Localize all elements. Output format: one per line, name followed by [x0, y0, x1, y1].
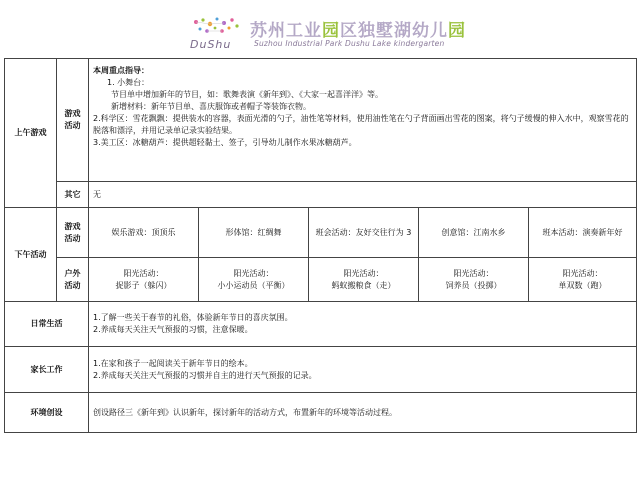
guidance-heading: 本周重点指导：: [93, 66, 149, 75]
morning-games-label: 游戏活动: [57, 59, 89, 182]
title-part: 苏州工业: [250, 21, 322, 41]
kindergarten-logo: [188, 16, 466, 54]
afternoon-games-row: [5, 208, 637, 258]
title-part: 湖幼儿: [394, 21, 448, 41]
afternoon-games-label: 游戏活动: [57, 208, 89, 258]
outdoor-activity-name: 捉影子（躲闪）: [115, 280, 172, 290]
environment-label: 环境创设: [5, 393, 89, 433]
outdoor-activity-name: 蚂蚁搬粮食（走）: [331, 280, 396, 290]
afternoon-game-item: 班会活动：友好交往行为 3: [309, 208, 419, 258]
guidance-line: 节目单中增加新年的节目，如：歌舞表演《新年到》、《大家一起喜洋洋》等。: [111, 90, 383, 99]
afternoon-game-item: 班本活动：演奏新年好: [529, 208, 637, 258]
guidance-line: 2.科学区：雪花飘飘：提供装水的容器，表面光滑的勺子，油性笔等材料，使用油性笔在勺子背面画出雪花的图案，将勺子缓慢的伸入水中，观察雪花的脱落和漂浮，并用记录单记录实验结果。: [93, 114, 629, 135]
guidance-line: 新增材料：新年节目单、喜庆服饰或者帽子等装饰衣物。: [111, 102, 311, 111]
morning-section-label: 上午游戏: [5, 59, 57, 208]
daily-life-line: 2.养成每天关注天气预报的习惯，注意保暖。: [93, 325, 253, 334]
title-part: 独墅: [358, 21, 394, 41]
morning-games-row: [5, 59, 637, 182]
environment-content: 创设路径三《新年到》认识新年，探讨新年的活动方式，布置新年的环境等活动过程。: [89, 393, 637, 433]
outdoor-activity-title: 阳光活动：: [562, 268, 603, 278]
outdoor-activity-cell: [199, 258, 309, 302]
morning-games-content: [89, 59, 637, 182]
outdoor-activity-title: 阳光活动：: [453, 268, 494, 278]
parents-work-line: 2.养成每天关注天气预报的习惯并自主的进行天气预报的记录。: [93, 370, 317, 380]
parents-work-content: [89, 347, 637, 393]
outdoor-activity-name: 小小运动员（平衡）: [217, 280, 290, 290]
outdoor-activity-name: 单双数（跑）: [558, 280, 607, 290]
outdoor-activity-cell: [419, 258, 529, 302]
logo-script-text: DuShu: [190, 38, 232, 51]
afternoon-outdoor-row: [5, 258, 637, 302]
daily-life-row: [5, 302, 637, 347]
outdoor-activity-title: 阳光活动：: [233, 268, 274, 278]
afternoon-section-label: 下午活动: [5, 208, 57, 302]
afternoon-game-item: 创意馆：江南水乡: [419, 208, 529, 258]
outdoor-activity-name: 饲养员（投掷）: [445, 280, 502, 290]
parents-work-line: 1.在家和孩子一起阅读关于新年节日的绘本。: [93, 358, 253, 368]
kindergarten-title: [250, 16, 466, 41]
parents-work-label: 家长工作: [5, 347, 89, 393]
page-header: [0, 0, 640, 56]
morning-other-label: 其它: [57, 182, 89, 208]
afternoon-outdoor-label: 户外活动: [57, 258, 89, 302]
title-part: 区: [340, 21, 358, 41]
guidance-line: 1. 小舞台：: [107, 78, 150, 87]
outdoor-activity-cell: [309, 258, 419, 302]
title-part: 园: [448, 21, 466, 41]
weekly-plan-table: [4, 58, 637, 433]
daily-life-content: [89, 302, 637, 347]
daily-life-line: 1.了解一些关于春节的礼俗，体验新年节日的喜庆氛围。: [93, 313, 293, 322]
environment-row: [5, 393, 637, 433]
outdoor-activity-cell: [529, 258, 637, 302]
morning-other-value: 无: [89, 182, 637, 208]
parents-work-row: [5, 347, 637, 393]
outdoor-activity-cell: [89, 258, 199, 302]
morning-other-row: [5, 182, 637, 208]
kindergarten-subtitle: Suzhou Industrial Park Dushu Lake kindergarten: [254, 39, 445, 48]
afternoon-game-item: 形体馆：红绸舞: [199, 208, 309, 258]
outdoor-activity-title: 阳光活动：: [343, 268, 384, 278]
daily-life-label: 日常生活: [5, 302, 89, 347]
afternoon-game-item: 娱乐游戏：顶顶乐: [89, 208, 199, 258]
outdoor-activity-title: 阳光活动：: [123, 268, 164, 278]
guidance-line: 3.美工区：冰糖葫芦：提供超轻黏土、签子，引导幼儿制作水果冰糖葫芦。: [93, 138, 357, 147]
title-part: 园: [322, 21, 340, 41]
